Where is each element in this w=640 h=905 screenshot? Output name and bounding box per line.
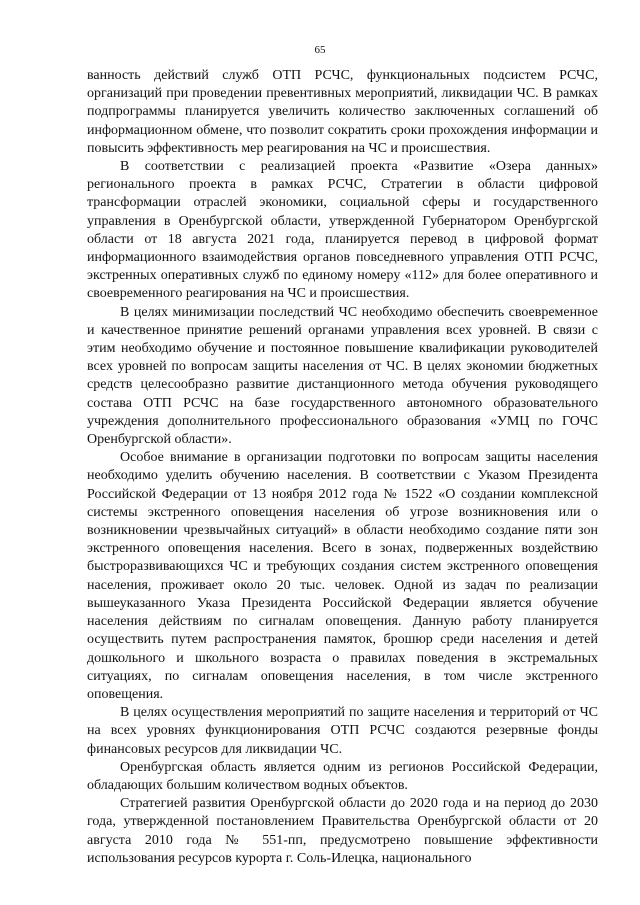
document-body (87, 67, 598, 868)
paragraph-2: В соответствии с реализацией проекта «Развитие «Озера данных» регионального проекта в рамках РСЧС, Стратегии в области цифровой трансформации отраслей экономики, социальной сферы и государственного управления в Оренбургской области, утвержденной Губернатором Оренбургской области от 18 августа 2021 года, планируется перевод в цифровой формат информационного взаимодействия органов повседневного управления ОТП РСЧС, экстренных оперативных служб по единому номеру «112» для более оперативного и своевременного реагирования на ЧС и происшествия. (87, 159, 598, 302)
paragraph-1: ванность действий служб ОТП РСЧС, функциональных подсистем РСЧС, организаций при проведении превентивных мероприятий, ликвидации ЧС. В рамках подпрограммы планируется увеличить количество заключенных соглашений об информационном обмене, что позволит сократить сроки прохождения информации и повысить эффективность мер реагирования на ЧС и происшествия. (87, 68, 598, 156)
page-number: 65 (314, 44, 326, 56)
paragraph-3: В целях минимизации последствий ЧС необходимо обеспечить своевременное и качественное принятие решений органами управления всех уровней. В связи с этим необходимо обучение и постоянное повышение квалификации руководителей всех уровней по вопросам защиты населения от ЧС. В целях экономии бюджетных средств целесообразно развитие дистанционного метода обучения руководящего состава ОТП РСЧС на базе государственного автономного образовательного учреждения дополнительного профессионального образования «УМЦ по ГОЧС Оренбургской области». (87, 304, 598, 448)
paragraph-5: В целях осуществления мероприятий по защите населения и территорий от ЧС на всех уровнях функционирования ОТП РСЧС создаются резервные фонды финансовых ресурсов для ликвидации ЧС. (87, 705, 598, 757)
paragraph-6: Оренбургская область является одним из регионов Российской Федерации, обладающих большим количеством водных объектов. (87, 759, 598, 793)
paragraph-7: Стратегией развития Оренбургской области до 2020 года и на период до 2030 года, утвержденной постановлением Правительства Оренбургской области от 20 августа 2010 года № 551-пп, предусмотрено повышение эффективности использования ресурсов курорта г. Соль-Илецка, национального (87, 796, 598, 866)
paragraph-4: Особое внимание в организации подготовки по вопросам защиты населения необходимо уделить обучению населения. В соответствии с Указом Президента Российской Федерации от 13 ноября 2012 года № 1522 «О создании комплексной системы экстренного оповещения населения об угрозе возникновения или о возникновении чрезвычайных ситуаций» в области необходимо создание пяти зон экстренного оповещения населения. Всего в зонах, подверженных воздействию быстроразвивающихся ЧС и требующих создания систем экстренного оповещения населения, проживает около 20 тыс. человек. Одной из задач по реализации вышеуказанного Указа Президента Российской Федерации является обучение населения действиям по сигналам оповещения. Данную работу планируется осуществить путем распространения памяток, брошюр среди населения и детей дошкольного и школьного возраста о правилах поведения в экстремальных ситуациях, по сигналам оповещения населения, в том числе экстренного оповещения. (87, 450, 598, 702)
